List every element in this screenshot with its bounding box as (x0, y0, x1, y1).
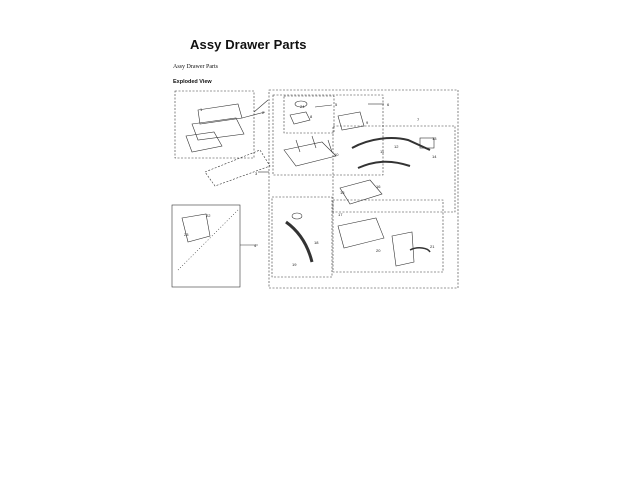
callout-label: 20 (376, 248, 381, 253)
callout-label: 21 (430, 244, 435, 249)
callout-label: 6 (387, 102, 390, 107)
main-assembly-frame (269, 90, 458, 288)
callout-label: 18 (314, 240, 319, 245)
callout-label: 11 (380, 149, 385, 154)
callout-label: 2 (262, 110, 265, 115)
callout-label: 24 (300, 104, 305, 109)
callout-label: 19 (292, 262, 297, 267)
callout-label: 9 (366, 120, 369, 125)
callout-label: 1 (200, 107, 203, 112)
panel-group-box (175, 91, 254, 158)
callout-label: 12 (394, 144, 399, 149)
panel-handle-part (186, 132, 222, 152)
callout-label: 16 (376, 184, 381, 189)
drawer-tray-box (333, 200, 443, 272)
callout-label: 8 (310, 114, 313, 119)
bellows-part (286, 222, 312, 262)
drawer-tray-part (338, 218, 384, 248)
guide-plane (205, 150, 270, 186)
cap-base-part (290, 112, 310, 124)
callout-label: 22 (206, 213, 211, 218)
callout-label: 4 (254, 243, 257, 248)
page-title: Assy Drawer Parts (190, 37, 307, 52)
filter-part (338, 112, 364, 130)
callout-label: 3 (255, 171, 258, 176)
drawer-housing-box (273, 95, 383, 175)
callout-label: 14 (432, 154, 437, 159)
callout-label: 10 (334, 152, 339, 157)
page-subtitle: Assy Drawer Parts (173, 64, 218, 70)
motor-part (182, 214, 210, 242)
drawer-housing-part (284, 142, 336, 166)
callout-label: 23 (184, 232, 189, 237)
callout-label: 5 (335, 102, 338, 107)
panel-front-part (198, 104, 242, 124)
hose-part (352, 138, 430, 150)
section-heading: Exploded View (173, 79, 212, 85)
callout-label: 7 (417, 117, 420, 122)
callout-label: 15 (340, 190, 345, 195)
callout-label: 13 (432, 136, 437, 141)
callout-label: 17 (338, 212, 343, 217)
